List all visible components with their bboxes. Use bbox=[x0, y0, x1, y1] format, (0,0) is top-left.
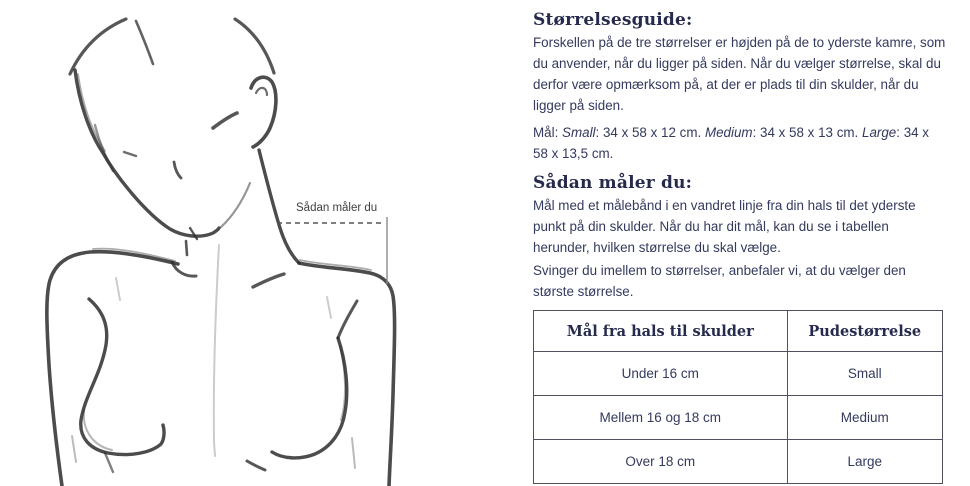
cell-size: Medium bbox=[787, 396, 942, 440]
body-sketch bbox=[47, 19, 395, 486]
size-guide-content bbox=[533, 8, 946, 484]
size-value-medium: : 34 x 58 x 13 cm. bbox=[752, 125, 862, 140]
measurement-label: Sådan måler du bbox=[296, 202, 378, 214]
cell-measure-range: Mellem 16 og 18 cm bbox=[534, 396, 788, 440]
size-value-small: : 34 x 58 x 12 cm. bbox=[595, 125, 705, 140]
dimensions-paragraph bbox=[533, 122, 946, 164]
size-name-large: Large bbox=[862, 125, 897, 140]
size-advice-paragraph: Svinger du imellem to størrelser, anbefaler vi, at du vælger den største størrelse. bbox=[533, 263, 906, 299]
table-row bbox=[534, 440, 943, 484]
table-row bbox=[534, 352, 943, 396]
cell-size: Large bbox=[787, 440, 942, 484]
cell-measure-range: Under 16 cm bbox=[534, 352, 788, 396]
size-guide-heading: Størrelsesguide: bbox=[533, 10, 693, 30]
table-row bbox=[534, 396, 943, 440]
size-name-medium: Medium bbox=[704, 125, 753, 140]
cell-size: Small bbox=[787, 352, 942, 396]
header-measure: Mål fra hals til skulder bbox=[534, 311, 788, 352]
size-table bbox=[533, 310, 943, 484]
size-value-large: : 34 x 58 x 13,5 cm. bbox=[533, 125, 930, 161]
header-size: Pudestørrelse bbox=[787, 311, 942, 352]
size-name-small: Small bbox=[562, 125, 596, 140]
size-guide-paragraph: Forskellen på de tre størrelser er højden på de to yderste kamre, som du anvender, når du ligger på siden. Når du vælger størrelse, skal du derfor være opmærksom på, at der er plads til din skulder, når du ligger på siden. bbox=[533, 35, 946, 113]
cell-measure-range: Over 18 cm bbox=[534, 440, 788, 484]
how-to-measure-heading: Sådan måler du: bbox=[533, 173, 693, 193]
dimensions-intro: Mål: bbox=[533, 125, 563, 140]
how-to-measure-paragraph: Mål med et målebånd i en vandret linje fra din hals til det yderste punkt på din skulder. Når du har dit mål, kan du se i tabellen herunder, hvilken størrelse du skal vælge. bbox=[533, 198, 916, 255]
size-table-header-row bbox=[534, 311, 943, 352]
